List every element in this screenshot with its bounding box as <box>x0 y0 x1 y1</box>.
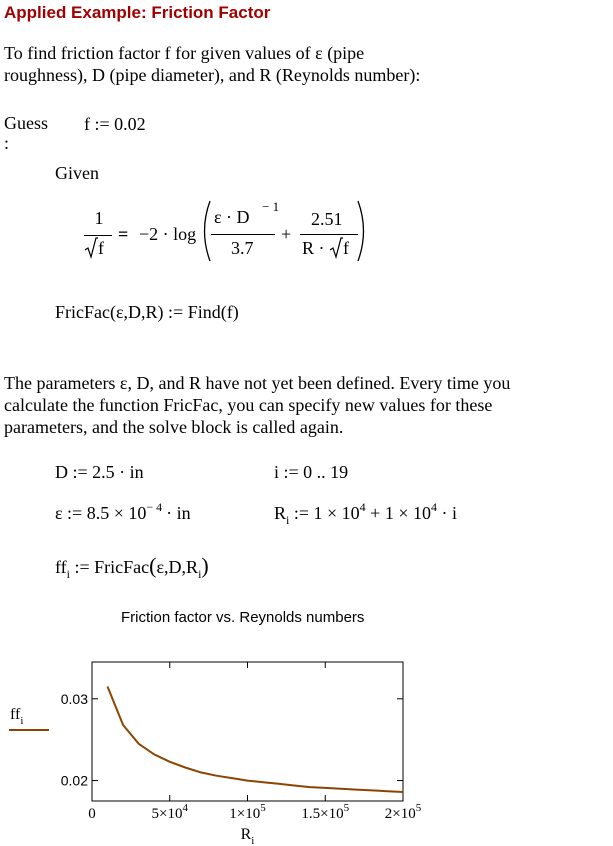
roughness-exponent: − 4 <box>146 500 163 514</box>
ff-subscript: i <box>66 567 71 581</box>
y-axis-label-subscript: i <box>20 715 24 727</box>
reynolds-expr-a: := 1 × 10 <box>289 503 360 523</box>
fraction2-bar <box>300 234 358 235</box>
ff-open-paren: ( <box>149 553 157 578</box>
diameter-definition[interactable]: D := 2.5 · in <box>55 462 144 482</box>
para2-line-1: The parameters ε, D, and R have not yet been defined. Every time you <box>4 373 511 393</box>
ff-name: ff <box>55 557 67 577</box>
y-axis-label: $ff_i$ <box>10 706 24 727</box>
para2-line-3: parameters, and the solve block is called again. <box>4 417 344 437</box>
roughness-unit: · in <box>166 503 191 523</box>
x-tick-exponent: 5 <box>260 802 266 814</box>
reynolds-exp-b: 4 <box>430 500 437 514</box>
y-tick-label: 0.02 <box>60 772 88 789</box>
x-axis-label: $R_i$ <box>240 826 255 846</box>
ff-series-line <box>108 687 404 793</box>
left-paren-icon <box>198 200 212 262</box>
x-tick-label: $1.5\times 10^5$ <box>301 802 350 822</box>
minus-two-log: −2 · log <box>139 224 197 244</box>
roughness-base: ε := 8.5 × 10 <box>55 503 147 523</box>
sqrt-sign-icon <box>84 237 98 259</box>
x-tick-exponent: 5 <box>343 802 350 814</box>
fricfac-definition[interactable]: FricFac(ε,D,R) := Find(f) <box>55 302 239 322</box>
fraction1-denominator: 3.7 <box>231 238 254 258</box>
intro-line-1: To find friction factor f for given values of ε (pipe <box>4 43 365 63</box>
x-tick-label: 0 <box>88 806 96 822</box>
x-tick-exponent: 5 <box>415 802 422 814</box>
fraction1-numerator: ε · D <box>214 207 250 227</box>
x-tick-label: $2\times 10^5$ <box>384 802 422 822</box>
equals-sign: = <box>118 224 129 244</box>
x-tick-exponent: 4 <box>182 802 188 814</box>
ff-definition[interactable] <box>55 553 209 579</box>
reynolds-exp-a: 4 <box>359 500 366 514</box>
lhs-numerator: 1 <box>94 208 104 228</box>
page-title: Applied Example: Friction Factor <box>4 3 271 22</box>
ff-expr-b: ε,D,R <box>156 557 199 577</box>
x-tick-label: $1\times 10^5$ <box>229 802 266 822</box>
intro-line-2: roughness), D (pipe diameter), and R (Reynolds number): <box>4 65 421 85</box>
reynolds-expr-b: + 1 × 10 <box>365 503 431 523</box>
right-paren-icon <box>356 200 370 262</box>
fraction1-exponent: − 1 <box>262 199 280 214</box>
x-axis-label-subscript: i <box>251 835 255 846</box>
ff-expr-sub: i <box>198 567 202 581</box>
guess-expression[interactable]: f := 0.02 <box>84 114 146 134</box>
lhs-fraction-bar <box>84 235 112 236</box>
reynolds-subscript: i <box>286 513 290 527</box>
guess-colon: : <box>4 133 10 153</box>
reynolds-name: R <box>274 503 287 523</box>
reynolds-definition[interactable] <box>274 500 457 527</box>
sqrt-sign-icon-2 <box>329 237 343 259</box>
fraction1-bar <box>211 234 275 235</box>
lhs-denominator: f <box>98 238 104 258</box>
fraction2-numerator: 2.51 <box>311 209 343 229</box>
fraction2-denominator-r: R · <box>302 238 325 258</box>
para2-line-2: calculate the function FricFac, you can specify new values for these <box>4 395 493 415</box>
reynolds-expr-c: · i <box>436 503 457 523</box>
plus-sign: + <box>281 224 292 244</box>
friction-chart[interactable] <box>0 630 613 846</box>
chart-title: Friction factor vs. Reynolds numbers <box>121 609 365 626</box>
roughness-definition[interactable] <box>55 500 191 524</box>
fraction2-denominator-f: f <box>343 238 349 258</box>
guess-label: Guess <box>4 113 48 133</box>
ff-expr-a: := FricFac <box>70 557 150 577</box>
x-tick-label: $5\times 10^4$ <box>151 802 188 822</box>
index-range-definition[interactable]: i := 0 .. 19 <box>274 462 349 482</box>
given-label: Given <box>55 163 99 183</box>
y-tick-label: 0.03 <box>60 690 88 707</box>
ff-close-paren: ) <box>201 553 209 578</box>
